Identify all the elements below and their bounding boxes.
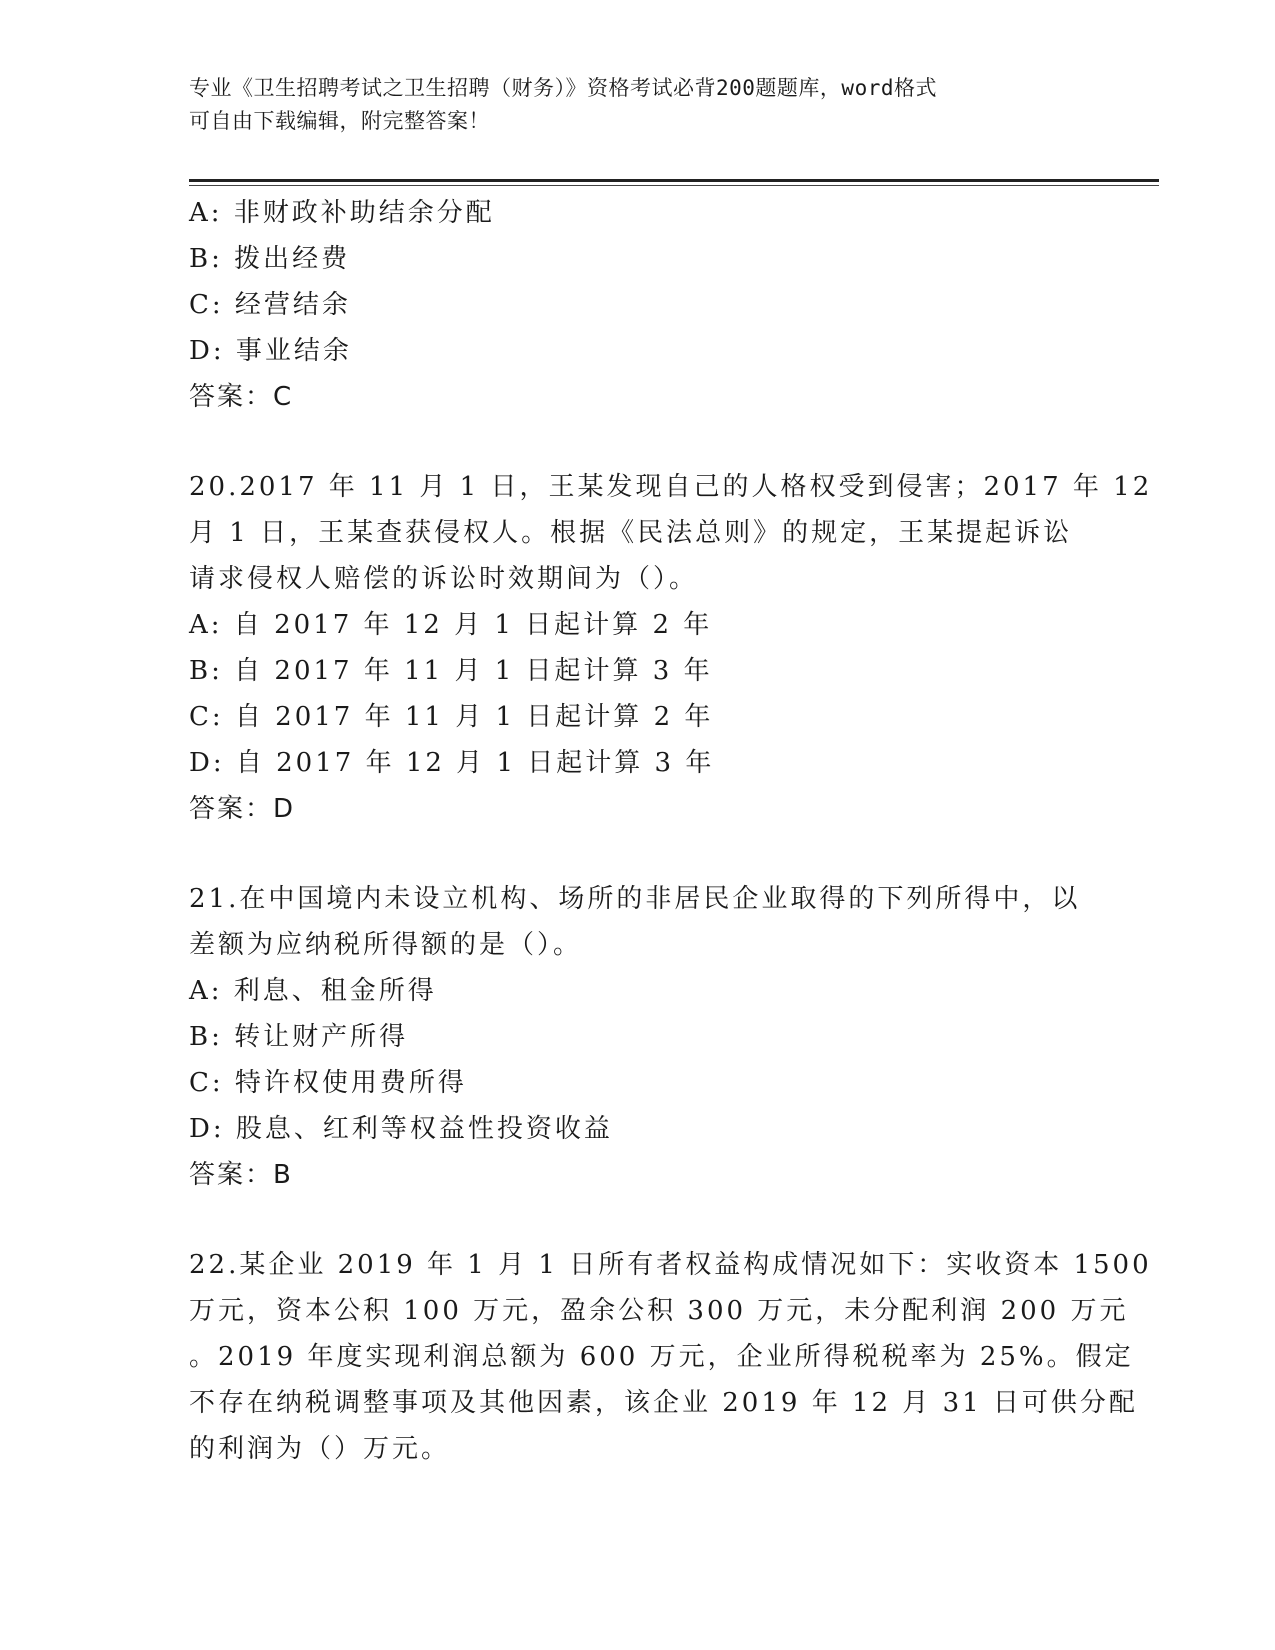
question-block-22 — [189, 1242, 1152, 1472]
spacer — [189, 832, 1089, 876]
document-header — [189, 72, 1069, 138]
header-line-1: 专业《卫生招聘考试之卫生招聘（财务）》资格考试必背200题题库，word格式 — [189, 76, 937, 100]
option-a: A: 自 2017 年 12 月 1 日起计算 2 年 — [189, 610, 713, 640]
question-text-line: 21.在中国境内未设立机构、场所的非居民企业取得的下列所得中，以 — [189, 884, 1081, 914]
spacer — [189, 1198, 1089, 1242]
answer-line: 答案：C — [189, 382, 294, 412]
question-text-line: 22.某企业 2019 年 1 月 1 日所有者权益构成情况如下：实收资本 1500 — [189, 1250, 1152, 1280]
question-block-19 — [189, 190, 1089, 420]
option-d: D: 自 2017 年 12 月 1 日起计算 3 年 — [189, 748, 715, 778]
question-text-line: 月 1 日，王某查获侵权人。根据《民法总则》的规定，王某提起诉讼 — [189, 518, 1073, 548]
option-d: D: 股息、红利等权益性投资收益 — [189, 1114, 613, 1144]
option-b: B: 自 2017 年 11 月 1 日起计算 3 年 — [189, 656, 713, 686]
option-c: C: 经营结余 — [189, 290, 351, 320]
answer-line: 答案：B — [189, 1160, 293, 1190]
answer-line: 答案：D — [189, 794, 296, 824]
spacer — [189, 420, 1089, 464]
header-divider-thick — [189, 179, 1159, 182]
header-divider-thin — [189, 185, 1159, 186]
document-body — [189, 190, 1153, 1472]
header-line-2: 可自由下载编辑，附完整答案！ — [189, 109, 490, 133]
question-block-21 — [189, 876, 1089, 1198]
option-c: C: 特许权使用费所得 — [189, 1068, 467, 1098]
option-d: D: 事业结余 — [189, 336, 352, 366]
option-b: B: 拨出经费 — [189, 244, 351, 274]
question-text-line: 万元，资本公积 100 万元，盈余公积 300 万元，未分配利润 200 万元 — [189, 1296, 1129, 1326]
question-text-line: 请求侵权人赔偿的诉讼时效期间为（）。 — [189, 564, 699, 594]
question-text-line: 。2019 年度实现利润总额为 600 万元，企业所得税税率为 25%。假定 — [189, 1342, 1134, 1372]
question-text-line: 20.2017 年 11 月 1 日，王某发现自己的人格权受到侵害；2017 年 12 — [189, 472, 1153, 502]
question-text-line: 差额为应纳税所得额的是（）。 — [189, 930, 583, 960]
option-b: B: 转让财产所得 — [189, 1022, 409, 1052]
question-text-line: 不存在纳税调整事项及其他因素，该企业 2019 年 12 月 31 日可供分配 — [189, 1388, 1138, 1418]
option-a: A: 利息、租金所得 — [189, 976, 437, 1006]
option-a: A: 非财政补助结余分配 — [189, 198, 495, 228]
option-c: C: 自 2017 年 11 月 1 日起计算 2 年 — [189, 702, 714, 732]
question-text-line: 的利润为（）万元。 — [189, 1434, 451, 1464]
question-block-20 — [189, 464, 1153, 832]
